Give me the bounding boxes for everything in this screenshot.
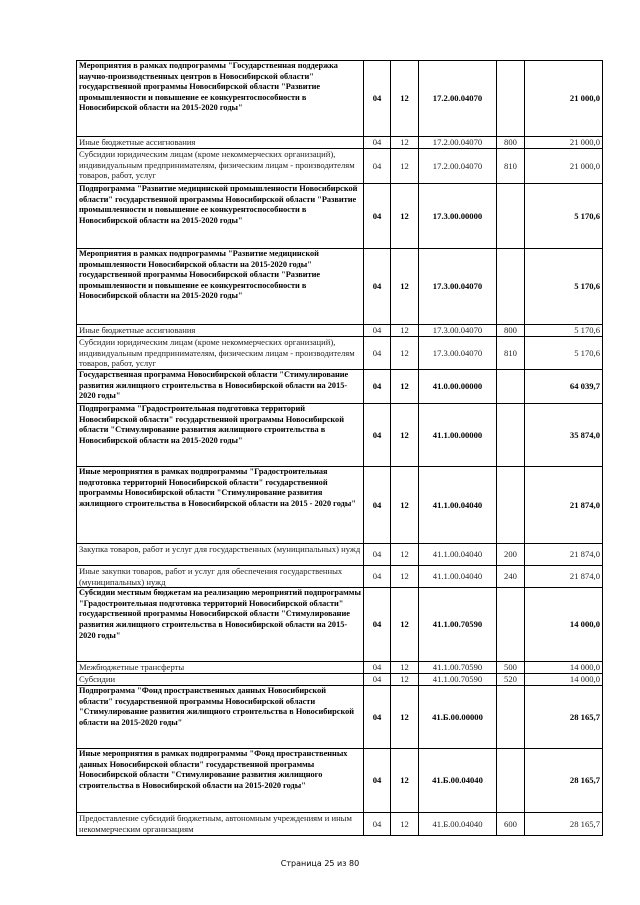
expense-type-cell (497, 370, 525, 404)
row-name-cell: Субсидии (77, 674, 364, 686)
table-row (77, 813, 603, 836)
row-name-cell: Иные бюджетные ассигнования (77, 137, 364, 149)
expense-type-cell (497, 686, 525, 749)
target-article-cell: 41.1.00.70590 (419, 662, 497, 674)
expense-type-cell: 600 (497, 813, 525, 836)
target-article-cell: 41.1.00.04040 (419, 467, 497, 544)
expense-type-cell (497, 184, 525, 249)
target-article-cell: 17.2.00.04070 (419, 61, 497, 137)
target-article-cell: 41.1.00.04040 (419, 544, 497, 566)
expense-type-cell: 810 (497, 337, 525, 370)
table-row (77, 749, 603, 813)
row-name-cell: Иные мероприятия в рамках подпрограммы "Градостроительная подготовка территорий Новосибирской области" государственной программы Новосибирской области "Стимулирование развития жилищного строительства в Новосибирской области на 2015 - 2020 годы" (77, 467, 364, 544)
page-number: Страница 25 из 80 (280, 859, 360, 868)
table-row (77, 566, 603, 588)
table-body (77, 61, 603, 836)
expense-type-cell (497, 61, 525, 137)
table-row (77, 588, 603, 662)
target-article-cell: 41.Б.00.04040 (419, 813, 497, 836)
amount-cell: 21 000,0 (525, 137, 603, 149)
section-code-cell: 04 (364, 544, 391, 566)
subsection-code-cell: 12 (391, 686, 419, 749)
amount-cell: 5 170,6 (525, 184, 603, 249)
row-name-cell: Субсидии местным бюджетам на реализацию мероприятий подпрограммы "Градостроительная подготовка территорий Новосибирской области" государственной программы Новосибирской области "Стимулирование развития жилищного строительства в Новосибирской области на 2015-2020 годы" (77, 588, 364, 662)
row-name-cell: Подпрограмма "Развитие медицинской промышленности Новосибирской области" государственной программы Новосибирской области "Развитие промышленности и повышение ее конкурентоспособности в Новосибирской области на 2015-2020 годы" (77, 184, 364, 249)
subsection-code-cell: 12 (391, 749, 419, 813)
row-name-cell: Подпрограмма "Градостроительная подготовка территорий Новосибирской области" государственной программы Новосибирской области "Стимулирование развития жилищного строительства в Новосибирской области на 2015-2020 годы" (77, 404, 364, 467)
target-article-cell: 17.3.00.00000 (419, 184, 497, 249)
amount-cell: 64 039,7 (525, 370, 603, 404)
subsection-code-cell: 12 (391, 467, 419, 544)
expense-type-cell: 810 (497, 149, 525, 184)
table-row (77, 662, 603, 674)
amount-cell: 21 000,0 (525, 61, 603, 137)
row-name-cell: Предоставление субсидий бюджетным, автономным учреждениям и иным некоммерческим организациям (77, 813, 364, 836)
target-article-cell: 41.0.00.00000 (419, 370, 497, 404)
row-name-cell: Иные бюджетные ассигнования (77, 325, 364, 337)
amount-cell: 21 000,0 (525, 149, 603, 184)
table-row (77, 137, 603, 149)
target-article-cell: 41.Б.00.00000 (419, 686, 497, 749)
row-name-cell: Закупка товаров, работ и услуг для государственных (муниципальных) нужд (77, 544, 364, 566)
expense-type-cell: 520 (497, 674, 525, 686)
table-row (77, 544, 603, 566)
section-code-cell: 04 (364, 749, 391, 813)
target-article-cell: 17.3.00.04070 (419, 249, 497, 325)
section-code-cell: 04 (364, 813, 391, 836)
section-code-cell: 04 (364, 467, 391, 544)
amount-cell: 5 170,6 (525, 337, 603, 370)
expense-type-cell: 240 (497, 566, 525, 588)
expense-type-cell (497, 404, 525, 467)
target-article-cell: 17.2.00.04070 (419, 137, 497, 149)
row-name-cell: Иные мероприятия в рамках подпрограммы "Фонд пространственных данных Новосибирской области" государственной программы Новосибирской области "Стимулирование развития жилищного строительства в Новосибирской области на 2015-2020 годы" (77, 749, 364, 813)
expense-type-cell (497, 249, 525, 325)
table-row (77, 249, 603, 325)
subsection-code-cell: 12 (391, 325, 419, 337)
subsection-code-cell: 12 (391, 404, 419, 467)
section-code-cell: 04 (364, 337, 391, 370)
subsection-code-cell: 12 (391, 674, 419, 686)
subsection-code-cell: 12 (391, 337, 419, 370)
expense-type-cell: 200 (497, 544, 525, 566)
table-row (77, 149, 603, 184)
table-row (77, 61, 603, 137)
section-code-cell: 04 (364, 674, 391, 686)
table-row (77, 674, 603, 686)
amount-cell: 5 170,6 (525, 325, 603, 337)
target-article-cell: 17.2.00.04070 (419, 149, 497, 184)
target-article-cell: 41.1.00.70590 (419, 674, 497, 686)
section-code-cell: 04 (364, 61, 391, 137)
section-code-cell: 04 (364, 149, 391, 184)
amount-cell: 35 874,0 (525, 404, 603, 467)
subsection-code-cell: 12 (391, 544, 419, 566)
subsection-code-cell: 12 (391, 588, 419, 662)
row-name-cell: Субсидии юридическим лицам (кроме некоммерческих организаций), индивидуальным предпринимателям, физическим лицам - производителям товаров, работ, услуг (77, 337, 364, 370)
subsection-code-cell: 12 (391, 370, 419, 404)
row-name-cell: Государственная программа Новосибирской области "Стимулирование развития жилищного строительства в Новосибирской области на 2015-2020 годы" (77, 370, 364, 404)
amount-cell: 14 000,0 (525, 674, 603, 686)
expense-type-cell (497, 588, 525, 662)
table-row (77, 467, 603, 544)
table-row (77, 404, 603, 467)
target-article-cell: 17.3.00.04070 (419, 337, 497, 370)
table-row (77, 370, 603, 404)
row-name-cell: Иные закупки товаров, работ и услуг для обеспечения государственных (муниципальных) нужд (77, 566, 364, 588)
subsection-code-cell: 12 (391, 813, 419, 836)
subsection-code-cell: 12 (391, 184, 419, 249)
expense-type-cell (497, 467, 525, 544)
amount-cell: 21 874,0 (525, 467, 603, 544)
budget-table (76, 60, 603, 836)
section-code-cell: 04 (364, 566, 391, 588)
row-name-cell: Мероприятия в рамках подпрограммы "Развитие медицинской промышленности Новосибирской области на 2015-2020 годы" государственной программы Новосибирской области "Развитие промышленности и повышение ее конкурентоспособности в Новосибирской области на 2015-2020 годы" (77, 249, 364, 325)
target-article-cell: 41.1.00.00000 (419, 404, 497, 467)
table-row (77, 686, 603, 749)
section-code-cell: 04 (364, 249, 391, 325)
section-code-cell: 04 (364, 370, 391, 404)
subsection-code-cell: 12 (391, 137, 419, 149)
target-article-cell: 17.3.00.04070 (419, 325, 497, 337)
budget-table-page (76, 60, 602, 836)
subsection-code-cell: 12 (391, 149, 419, 184)
amount-cell: 28 165,7 (525, 813, 603, 836)
section-code-cell: 04 (364, 325, 391, 337)
expense-type-cell: 800 (497, 325, 525, 337)
section-code-cell: 04 (364, 588, 391, 662)
row-name-cell: Субсидии юридическим лицам (кроме некоммерческих организаций), индивидуальным предпринимателям, физическим лицам - производителям товаров, работ, услуг (77, 149, 364, 184)
amount-cell: 14 000,0 (525, 588, 603, 662)
table-row (77, 337, 603, 370)
section-code-cell: 04 (364, 184, 391, 249)
table-row (77, 184, 603, 249)
subsection-code-cell: 12 (391, 249, 419, 325)
amount-cell: 14 000,0 (525, 662, 603, 674)
section-code-cell: 04 (364, 137, 391, 149)
section-code-cell: 04 (364, 662, 391, 674)
row-name-cell: Подпрограмма "Фонд пространственных данных Новосибирской области" государственной программы Новосибирской области "Стимулирование развития жилищного строительства в Новосибирской области на 2015-2020 годы" (77, 686, 364, 749)
expense-type-cell: 500 (497, 662, 525, 674)
table-row (77, 325, 603, 337)
amount-cell: 21 874,0 (525, 544, 603, 566)
section-code-cell: 04 (364, 686, 391, 749)
target-article-cell: 41.1.00.70590 (419, 588, 497, 662)
target-article-cell: 41.1.00.04040 (419, 566, 497, 588)
target-article-cell: 41.Б.00.04040 (419, 749, 497, 813)
amount-cell: 5 170,6 (525, 249, 603, 325)
amount-cell: 28 165,7 (525, 749, 603, 813)
row-name-cell: Мероприятия в рамках подпрограммы "Государственная поддержка научно-производственных центров в Новосибирской области" государственной программы Новосибирской области "Развитие промышленности и повышение ее конкурентоспособности в Новосибирской области на 2015-2020 годы" (77, 61, 364, 137)
subsection-code-cell: 12 (391, 662, 419, 674)
expense-type-cell (497, 749, 525, 813)
subsection-code-cell: 12 (391, 566, 419, 588)
row-name-cell: Межбюджетные трансферты (77, 662, 364, 674)
amount-cell: 28 165,7 (525, 686, 603, 749)
subsection-code-cell: 12 (391, 61, 419, 137)
expense-type-cell: 800 (497, 137, 525, 149)
section-code-cell: 04 (364, 404, 391, 467)
amount-cell: 21 874,0 (525, 566, 603, 588)
